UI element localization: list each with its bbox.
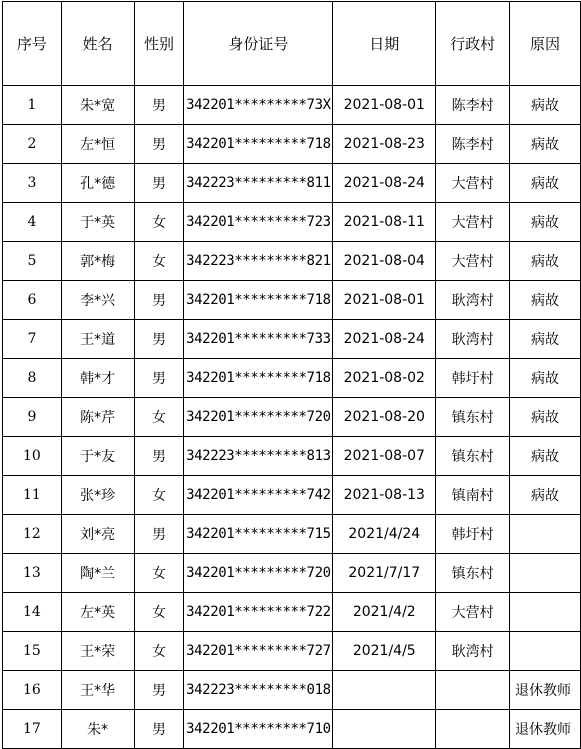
header-gender: 性别 bbox=[134, 2, 184, 86]
cell-gender: 女 bbox=[134, 593, 184, 632]
cell-id-number: 342201*********723 bbox=[184, 203, 333, 242]
cell-date bbox=[333, 671, 436, 710]
cell-reason: 病故 bbox=[510, 86, 581, 125]
cell-reason: 退休教师 bbox=[510, 671, 581, 710]
cell-name: 张*珍 bbox=[61, 476, 134, 515]
cell-seq: 3 bbox=[3, 164, 62, 203]
table-row bbox=[3, 320, 581, 359]
cell-seq: 14 bbox=[3, 593, 62, 632]
cell-name: 李*兴 bbox=[61, 281, 134, 320]
cell-name: 于*友 bbox=[61, 437, 134, 476]
table-row bbox=[3, 242, 581, 281]
cell-id-number: 342201*********718 bbox=[184, 125, 333, 164]
cell-date: 2021-08-24 bbox=[333, 320, 436, 359]
cell-id-number: 342201*********733 bbox=[184, 320, 333, 359]
table-row bbox=[3, 125, 581, 164]
cell-date: 2021-08-23 bbox=[333, 125, 436, 164]
cell-reason: 病故 bbox=[510, 398, 581, 437]
cell-name: 王*道 bbox=[61, 320, 134, 359]
cell-village: 陈李村 bbox=[436, 86, 510, 125]
cell-id-number: 342223*********813 bbox=[184, 437, 333, 476]
cell-id-number: 342201*********727 bbox=[184, 632, 333, 671]
cell-gender: 女 bbox=[134, 476, 184, 515]
table-row bbox=[3, 437, 581, 476]
cell-date: 2021-08-01 bbox=[333, 86, 436, 125]
cell-village: 耿湾村 bbox=[436, 320, 510, 359]
header-id-number: 身份证号 bbox=[184, 2, 333, 86]
cell-id-number: 342201*********73X bbox=[184, 86, 333, 125]
cell-seq: 6 bbox=[3, 281, 62, 320]
cell-name: 刘*亮 bbox=[61, 515, 134, 554]
cell-village: 大营村 bbox=[436, 203, 510, 242]
cell-reason: 病故 bbox=[510, 476, 581, 515]
table-row bbox=[3, 593, 581, 632]
header-seq: 序号 bbox=[3, 2, 62, 86]
cell-date: 2021/4/24 bbox=[333, 515, 436, 554]
cell-seq: 8 bbox=[3, 359, 62, 398]
header-date: 日期 bbox=[333, 2, 436, 86]
cell-gender: 男 bbox=[134, 359, 184, 398]
cell-village bbox=[436, 710, 510, 749]
cell-name: 陶*兰 bbox=[61, 554, 134, 593]
cell-seq: 1 bbox=[3, 86, 62, 125]
cell-gender: 女 bbox=[134, 632, 184, 671]
cell-id-number: 342201*********718 bbox=[184, 281, 333, 320]
cell-reason: 病故 bbox=[510, 125, 581, 164]
cell-gender: 女 bbox=[134, 242, 184, 281]
records-table bbox=[2, 1, 581, 749]
cell-gender: 男 bbox=[134, 671, 184, 710]
cell-date: 2021-08-07 bbox=[333, 437, 436, 476]
cell-name: 朱*宽 bbox=[61, 86, 134, 125]
cell-name: 王*华 bbox=[61, 671, 134, 710]
cell-date: 2021/7/17 bbox=[333, 554, 436, 593]
table-row bbox=[3, 671, 581, 710]
cell-gender: 女 bbox=[134, 398, 184, 437]
cell-id-number: 342201*********722 bbox=[184, 593, 333, 632]
cell-date: 2021/4/2 bbox=[333, 593, 436, 632]
table-row bbox=[3, 86, 581, 125]
cell-village: 镇南村 bbox=[436, 476, 510, 515]
cell-name: 于*英 bbox=[61, 203, 134, 242]
cell-id-number: 342201*********720 bbox=[184, 554, 333, 593]
table-row bbox=[3, 281, 581, 320]
cell-seq: 11 bbox=[3, 476, 62, 515]
header-village: 行政村 bbox=[436, 2, 510, 86]
cell-reason: 病故 bbox=[510, 359, 581, 398]
cell-reason bbox=[510, 554, 581, 593]
cell-gender: 男 bbox=[134, 86, 184, 125]
cell-gender: 男 bbox=[134, 164, 184, 203]
cell-reason: 退休教师 bbox=[510, 710, 581, 749]
cell-seq: 10 bbox=[3, 437, 62, 476]
cell-date: 2021-08-02 bbox=[333, 359, 436, 398]
cell-reason: 病故 bbox=[510, 242, 581, 281]
cell-id-number: 342223*********821 bbox=[184, 242, 333, 281]
cell-seq: 12 bbox=[3, 515, 62, 554]
cell-village: 陈李村 bbox=[436, 125, 510, 164]
cell-name: 朱* bbox=[61, 710, 134, 749]
cell-reason: 病故 bbox=[510, 281, 581, 320]
cell-village: 韩圩村 bbox=[436, 515, 510, 554]
table-row bbox=[3, 203, 581, 242]
cell-date: 2021-08-01 bbox=[333, 281, 436, 320]
cell-reason: 病故 bbox=[510, 164, 581, 203]
cell-reason: 病故 bbox=[510, 203, 581, 242]
cell-gender: 男 bbox=[134, 710, 184, 749]
cell-reason bbox=[510, 632, 581, 671]
cell-name: 韩*才 bbox=[61, 359, 134, 398]
table-row bbox=[3, 164, 581, 203]
cell-id-number: 342223*********811 bbox=[184, 164, 333, 203]
cell-date bbox=[333, 710, 436, 749]
cell-name: 左*英 bbox=[61, 593, 134, 632]
cell-seq: 9 bbox=[3, 398, 62, 437]
cell-gender: 男 bbox=[134, 320, 184, 359]
cell-reason bbox=[510, 593, 581, 632]
cell-id-number: 342223*********018 bbox=[184, 671, 333, 710]
cell-id-number: 342201*********718 bbox=[184, 359, 333, 398]
cell-name: 王*荣 bbox=[61, 632, 134, 671]
cell-id-number: 342201*********710 bbox=[184, 710, 333, 749]
cell-name: 左*恒 bbox=[61, 125, 134, 164]
header-row bbox=[3, 2, 581, 86]
cell-gender: 女 bbox=[134, 203, 184, 242]
cell-seq: 13 bbox=[3, 554, 62, 593]
cell-id-number: 342201*********715 bbox=[184, 515, 333, 554]
cell-gender: 男 bbox=[134, 281, 184, 320]
table-row bbox=[3, 710, 581, 749]
cell-village: 镇东村 bbox=[436, 398, 510, 437]
cell-name: 陈*芹 bbox=[61, 398, 134, 437]
table-row bbox=[3, 359, 581, 398]
cell-village: 大营村 bbox=[436, 593, 510, 632]
cell-reason: 病故 bbox=[510, 437, 581, 476]
cell-village: 耿湾村 bbox=[436, 632, 510, 671]
cell-id-number: 342201*********742 bbox=[184, 476, 333, 515]
header-reason: 原因 bbox=[510, 2, 581, 86]
table-row bbox=[3, 515, 581, 554]
cell-date: 2021-08-11 bbox=[333, 203, 436, 242]
cell-date: 2021-08-13 bbox=[333, 476, 436, 515]
cell-date: 2021/4/5 bbox=[333, 632, 436, 671]
cell-name: 郭*梅 bbox=[61, 242, 134, 281]
cell-name: 孔*德 bbox=[61, 164, 134, 203]
table-row bbox=[3, 398, 581, 437]
cell-seq: 5 bbox=[3, 242, 62, 281]
cell-seq: 16 bbox=[3, 671, 62, 710]
cell-gender: 男 bbox=[134, 515, 184, 554]
cell-gender: 女 bbox=[134, 554, 184, 593]
cell-reason: 病故 bbox=[510, 320, 581, 359]
table-row bbox=[3, 554, 581, 593]
table-row bbox=[3, 632, 581, 671]
cell-village: 镇东村 bbox=[436, 437, 510, 476]
cell-village: 镇东村 bbox=[436, 554, 510, 593]
cell-seq: 15 bbox=[3, 632, 62, 671]
cell-village: 耿湾村 bbox=[436, 281, 510, 320]
cell-seq: 4 bbox=[3, 203, 62, 242]
cell-gender: 男 bbox=[134, 125, 184, 164]
cell-seq: 2 bbox=[3, 125, 62, 164]
cell-village: 大营村 bbox=[436, 242, 510, 281]
cell-date: 2021-08-20 bbox=[333, 398, 436, 437]
table-row bbox=[3, 476, 581, 515]
cell-seq: 17 bbox=[3, 710, 62, 749]
cell-id-number: 342201*********720 bbox=[184, 398, 333, 437]
cell-date: 2021-08-24 bbox=[333, 164, 436, 203]
cell-village: 大营村 bbox=[436, 164, 510, 203]
cell-seq: 7 bbox=[3, 320, 62, 359]
cell-date: 2021-08-04 bbox=[333, 242, 436, 281]
cell-village: 韩圩村 bbox=[436, 359, 510, 398]
cell-gender: 男 bbox=[134, 437, 184, 476]
header-name: 姓名 bbox=[61, 2, 134, 86]
cell-reason bbox=[510, 515, 581, 554]
cell-village bbox=[436, 671, 510, 710]
